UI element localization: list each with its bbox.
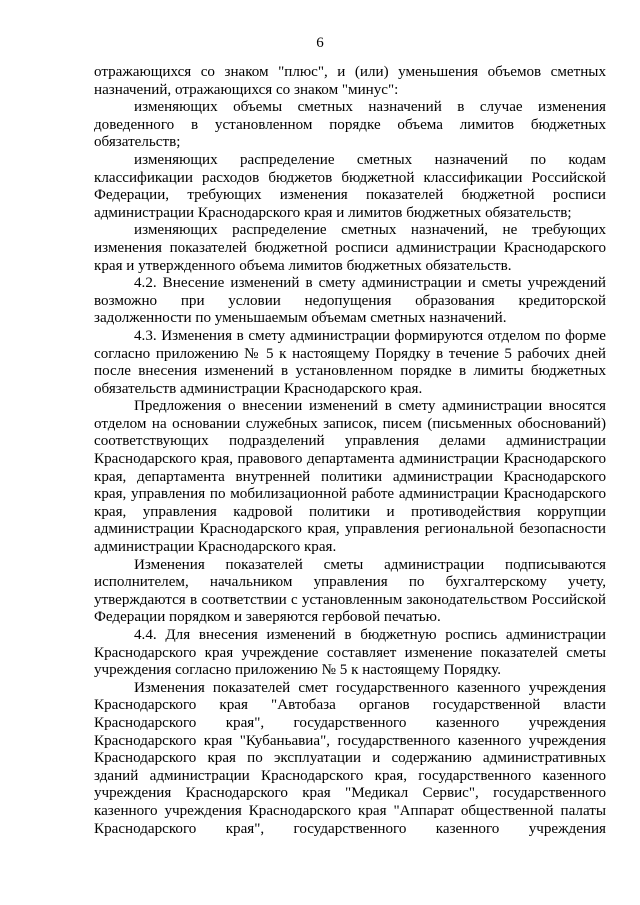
document-body: [94, 64, 606, 838]
paragraph: изменяющих распределение сметных назначений по кодам классификации расходов бюджетов бюджетной классификации Российской Федерации, требующих изменения показателей бюджетной росписи администрации Краснодарского края и лимитов бюджетных обязательств;: [94, 151, 606, 221]
paragraph: Предложения о внесении изменений в смету администрации вносятся отделом на основании служебных записок, писем (письменных обоснований) соответствующих подразделений управления делами администрации Краснодарского края, правового департамента администрации Краснодарского края, департамента внутренней политики администрации Краснодарского края, управления по мобилизационной работе администрации Краснодарского края, управления кадровой политики и противодействия коррупции администрации Краснодарского края, управления региональной безопасности администрации Краснодарского края.: [94, 398, 606, 556]
paragraph: Изменения показателей смет государственного казенного учреждения Краснодарского края "Автобаза органов государственной власти Краснодарского края", государственного казенного учреждения Краснодарского края "Кубаньавиа", государственного казенного учреждения Краснодарского края по эксплуатации и содержанию административных зданий администрации Краснодарского края, государственного казенного учреждения Краснодарского края "Медикал Сервис", государственного казенного учреждения Краснодарского края "Аппарат общественной палаты Краснодарского края", государственного казенного учреждения: [94, 679, 606, 837]
paragraph: 4.3. Изменения в смету администрации формируются отделом по форме согласно приложению № 5 к настоящему Порядку в течение 5 рабочих дней после внесения изменений в установленном порядке в лимиты бюджетных обязательств администрации Краснодарского края.: [94, 327, 606, 397]
paragraph: Изменения показателей сметы администрации подписываются исполнителем, начальником управления по бухгалтерскому учету, утверждаются в соответствии с установленным законодательством Российской Федерации порядком и заверяются гербовой печатью.: [94, 556, 606, 626]
page-number: 6: [316, 35, 324, 51]
paragraph: 4.2. Внесение изменений в смету администрации и сметы учреждений возможно при условии недопущения образования кредиторской задолженности по уменьшаемым объемам сметных назначений.: [94, 275, 606, 327]
paragraph: 4.4. Для внесения изменений в бюджетную роспись администрации Краснодарского края учреждение составляет изменение показателей сметы учреждения согласно приложению № 5 к настоящему Порядку.: [94, 627, 606, 679]
paragraph: отражающихся со знаком "плюс", и (или) уменьшения объемов сметных назначений, отражающихся со знаком "минус":: [94, 64, 606, 98]
paragraph: изменяющих объемы сметных назначений в случае изменения доведенного в установленном порядке объема лимитов бюджетных обязательств;: [94, 99, 606, 151]
paragraph: изменяющих распределение сметных назначений, не требующих изменения показателей бюджетной росписи администрации Краснодарского края и утвержденного объема лимитов бюджетных обязательств.: [94, 222, 606, 274]
